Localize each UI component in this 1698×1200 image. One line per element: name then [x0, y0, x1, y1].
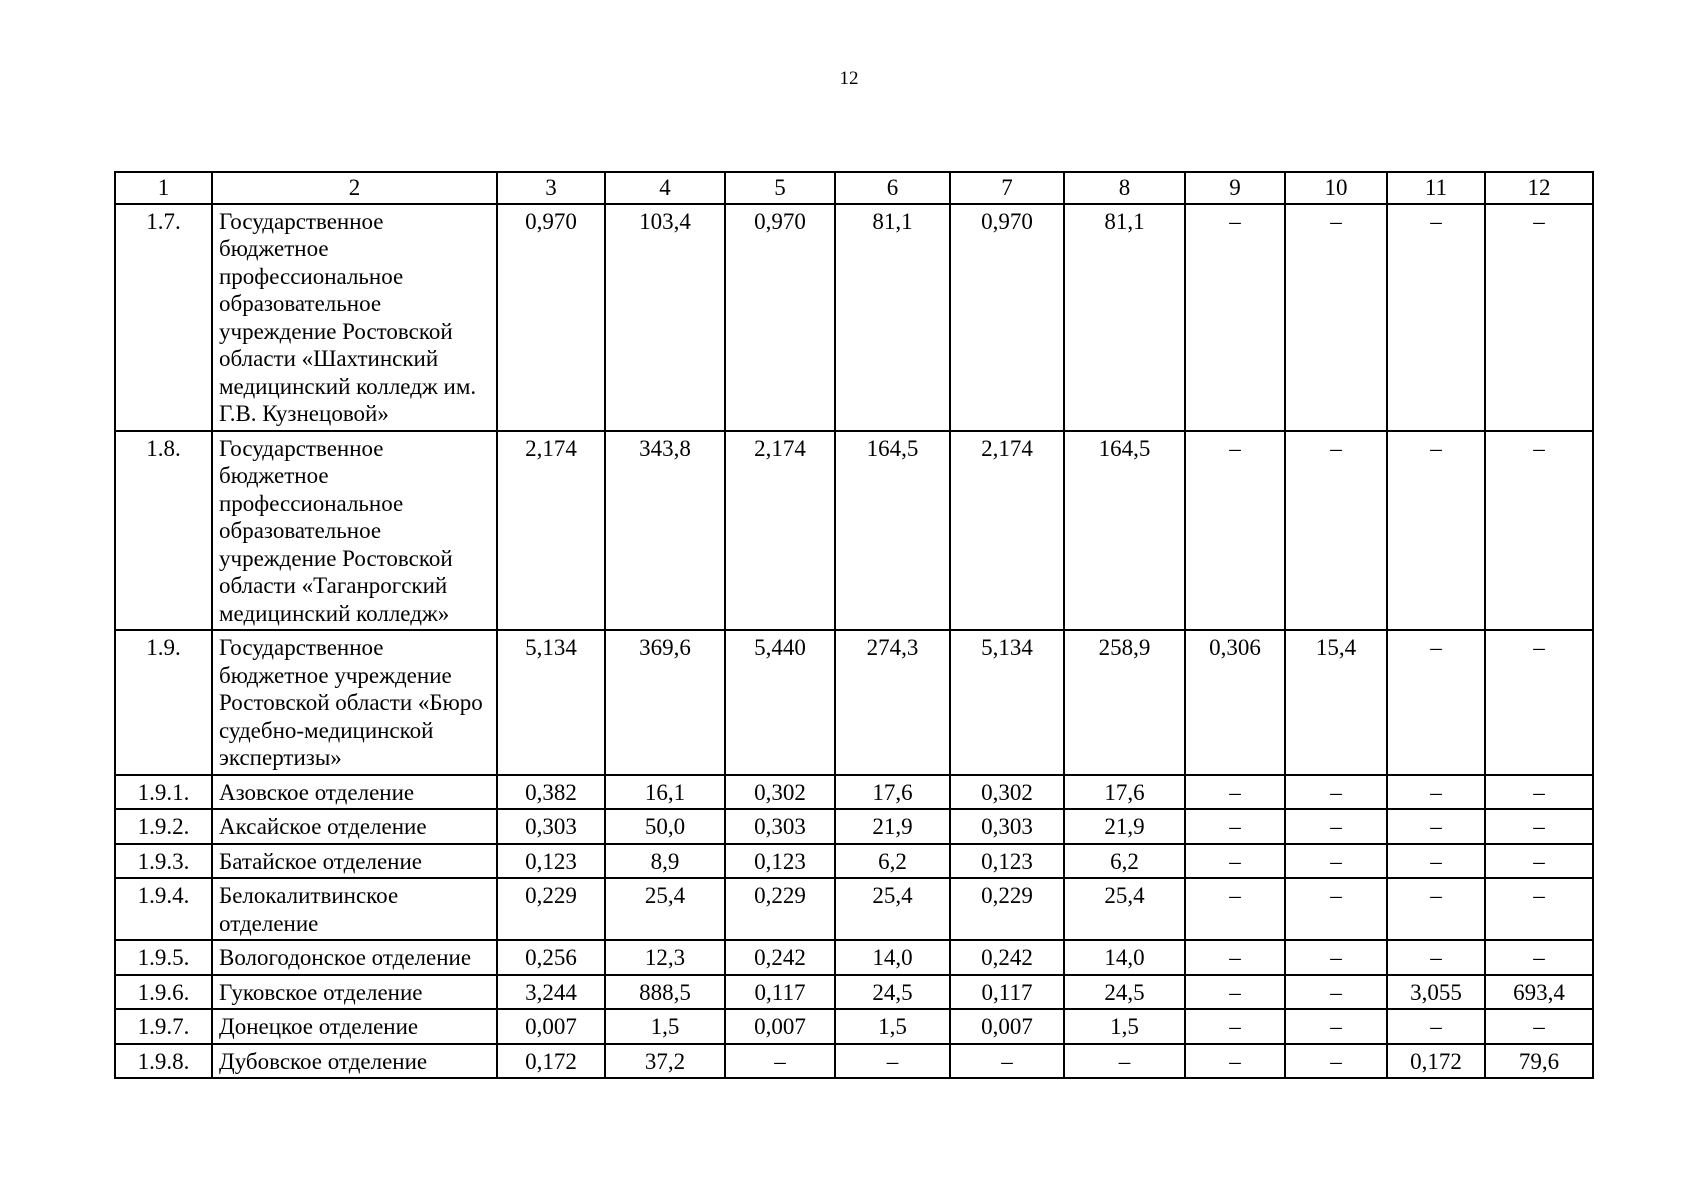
table-row: [115, 940, 1593, 975]
table-row: [115, 630, 1593, 775]
value-cell: –: [1387, 1009, 1485, 1044]
column-header: 1: [115, 172, 212, 204]
value-cell: 258,9: [1064, 630, 1185, 775]
table-row: [115, 809, 1593, 844]
value-cell: 17,6: [1064, 775, 1185, 810]
value-cell: 5,134: [497, 630, 605, 775]
value-cell: 12,3: [605, 940, 725, 975]
column-header: 6: [835, 172, 950, 204]
value-cell: 164,5: [1064, 431, 1185, 631]
value-cell: 0,229: [950, 878, 1064, 940]
value-cell: 14,0: [835, 940, 950, 975]
column-header: 9: [1185, 172, 1285, 204]
value-cell: 5,134: [950, 630, 1064, 775]
row-name-cell: Азовское отделение: [212, 775, 497, 810]
row-name-cell: Гуковское отделение: [212, 975, 497, 1010]
value-cell: 0,303: [497, 809, 605, 844]
column-header: 12: [1485, 172, 1593, 204]
value-cell: –: [1485, 878, 1593, 940]
value-cell: –: [1485, 630, 1593, 775]
value-cell: –: [1185, 1009, 1285, 1044]
value-cell: 0,970: [950, 204, 1064, 431]
value-cell: 50,0: [605, 809, 725, 844]
value-cell: 0,242: [950, 940, 1064, 975]
value-cell: 16,1: [605, 775, 725, 810]
value-cell: –: [1285, 940, 1387, 975]
row-number-cell: 1.9.3.: [115, 844, 212, 879]
value-cell: –: [1387, 775, 1485, 810]
table-row: [115, 1044, 1593, 1079]
value-cell: 0,007: [497, 1009, 605, 1044]
value-cell: –: [1387, 204, 1485, 431]
page-number: 12: [839, 68, 859, 89]
row-name-cell: Государственное бюджетное профессиональное образовательное учреждение Ростовской области «Таганрогский медицинский колледж»: [212, 431, 497, 631]
value-cell: –: [1485, 1009, 1593, 1044]
value-cell: 15,4: [1285, 630, 1387, 775]
value-cell: –: [1387, 844, 1485, 879]
value-cell: 21,9: [835, 809, 950, 844]
value-cell: –: [1285, 431, 1387, 631]
value-cell: 5,440: [725, 630, 835, 775]
row-name-cell: Государственное бюджетное профессиональное образовательное учреждение Ростовской области «Шахтинский медицинский колледж им. Г.В. Кузнецовой»: [212, 204, 497, 431]
value-cell: –: [1185, 844, 1285, 879]
table-row: [115, 431, 1593, 631]
value-cell: –: [1285, 878, 1387, 940]
value-cell: –: [1185, 940, 1285, 975]
column-header: 2: [212, 172, 497, 204]
value-cell: 0,117: [950, 975, 1064, 1010]
value-cell: –: [1485, 940, 1593, 975]
value-cell: 6,2: [1064, 844, 1185, 879]
table-row: [115, 844, 1593, 879]
value-cell: 8,9: [605, 844, 725, 879]
table-row: [115, 878, 1593, 940]
column-header: 7: [950, 172, 1064, 204]
row-number-cell: 1.9.6.: [115, 975, 212, 1010]
row-number-cell: 1.9.2.: [115, 809, 212, 844]
value-cell: –: [1387, 630, 1485, 775]
value-cell: –: [1285, 1009, 1387, 1044]
row-number-cell: 1.7.: [115, 204, 212, 431]
value-cell: –: [950, 1044, 1064, 1079]
value-cell: 274,3: [835, 630, 950, 775]
row-number-cell: 1.9.8.: [115, 1044, 212, 1079]
value-cell: 0,172: [1387, 1044, 1485, 1079]
row-number-cell: 1.9.4.: [115, 878, 212, 940]
value-cell: 0,970: [725, 204, 835, 431]
column-header: 10: [1285, 172, 1387, 204]
row-name-cell: Дубовское отделение: [212, 1044, 497, 1079]
value-cell: 693,4: [1485, 975, 1593, 1010]
value-cell: 0,123: [725, 844, 835, 879]
value-cell: 21,9: [1064, 809, 1185, 844]
table-row: [115, 775, 1593, 810]
value-cell: 79,6: [1485, 1044, 1593, 1079]
value-cell: 1,5: [835, 1009, 950, 1044]
value-cell: –: [1185, 809, 1285, 844]
row-name-cell: Аксайское отделение: [212, 809, 497, 844]
value-cell: –: [1185, 975, 1285, 1010]
table-row: [115, 975, 1593, 1010]
value-cell: 81,1: [835, 204, 950, 431]
value-cell: –: [1285, 775, 1387, 810]
value-cell: 14,0: [1064, 940, 1185, 975]
value-cell: 0,229: [725, 878, 835, 940]
value-cell: 0,007: [725, 1009, 835, 1044]
row-name-cell: Вологодонское отделение: [212, 940, 497, 975]
value-cell: 0,302: [725, 775, 835, 810]
value-cell: –: [835, 1044, 950, 1079]
row-number-cell: 1.9.7.: [115, 1009, 212, 1044]
row-name-cell: Государственное бюджетное учреждение Ростовской области «Бюро судебно-медицинской экспертизы»: [212, 630, 497, 775]
row-number-cell: 1.9.1.: [115, 775, 212, 810]
value-cell: –: [1485, 775, 1593, 810]
value-cell: 81,1: [1064, 204, 1185, 431]
value-cell: 0,172: [497, 1044, 605, 1079]
value-cell: 3,055: [1387, 975, 1485, 1010]
value-cell: –: [1485, 844, 1593, 879]
value-cell: 1,5: [605, 1009, 725, 1044]
value-cell: 369,6: [605, 630, 725, 775]
row-name-cell: Донецкое отделение: [212, 1009, 497, 1044]
value-cell: –: [725, 1044, 835, 1079]
value-cell: 0,306: [1185, 630, 1285, 775]
value-cell: 0,229: [497, 878, 605, 940]
value-cell: 1,5: [1064, 1009, 1185, 1044]
row-name-cell: Батайское отделение: [212, 844, 497, 879]
value-cell: –: [1285, 204, 1387, 431]
row-number-cell: 1.8.: [115, 431, 212, 631]
value-cell: –: [1185, 204, 1285, 431]
value-cell: 0,007: [950, 1009, 1064, 1044]
value-cell: 343,8: [605, 431, 725, 631]
column-header: 4: [605, 172, 725, 204]
value-cell: 0,302: [950, 775, 1064, 810]
value-cell: –: [1485, 431, 1593, 631]
value-cell: 17,6: [835, 775, 950, 810]
value-cell: 2,174: [497, 431, 605, 631]
value-cell: 0,242: [725, 940, 835, 975]
value-cell: –: [1185, 878, 1285, 940]
table-header-row: [115, 172, 1593, 204]
value-cell: 0,123: [950, 844, 1064, 879]
value-cell: –: [1285, 809, 1387, 844]
value-cell: –: [1285, 975, 1387, 1010]
value-cell: 2,174: [725, 431, 835, 631]
value-cell: 0,256: [497, 940, 605, 975]
table-row: [115, 1009, 1593, 1044]
value-cell: 24,5: [1064, 975, 1185, 1010]
value-cell: 103,4: [605, 204, 725, 431]
row-name-cell: Белокалитвинское отделение: [212, 878, 497, 940]
value-cell: 0,117: [725, 975, 835, 1010]
value-cell: 0,303: [725, 809, 835, 844]
table-body: [115, 172, 1593, 1078]
value-cell: –: [1387, 940, 1485, 975]
value-cell: 0,303: [950, 809, 1064, 844]
value-cell: –: [1387, 878, 1485, 940]
value-cell: –: [1285, 1044, 1387, 1079]
value-cell: 888,5: [605, 975, 725, 1010]
value-cell: –: [1485, 204, 1593, 431]
value-cell: 25,4: [1064, 878, 1185, 940]
value-cell: 164,5: [835, 431, 950, 631]
value-cell: –: [1064, 1044, 1185, 1079]
column-header: 8: [1064, 172, 1185, 204]
data-table: [114, 171, 1594, 1079]
value-cell: 0,382: [497, 775, 605, 810]
value-cell: 3,244: [497, 975, 605, 1010]
value-cell: –: [1485, 809, 1593, 844]
value-cell: 0,970: [497, 204, 605, 431]
row-number-cell: 1.9.: [115, 630, 212, 775]
value-cell: –: [1285, 844, 1387, 879]
value-cell: 6,2: [835, 844, 950, 879]
value-cell: 25,4: [835, 878, 950, 940]
value-cell: 24,5: [835, 975, 950, 1010]
column-header: 3: [497, 172, 605, 204]
row-number-cell: 1.9.5.: [115, 940, 212, 975]
value-cell: –: [1387, 809, 1485, 844]
column-header: 5: [725, 172, 835, 204]
value-cell: 2,174: [950, 431, 1064, 631]
value-cell: –: [1387, 431, 1485, 631]
value-cell: –: [1185, 775, 1285, 810]
value-cell: –: [1185, 1044, 1285, 1079]
value-cell: 25,4: [605, 878, 725, 940]
column-header: 11: [1387, 172, 1485, 204]
value-cell: –: [1185, 431, 1285, 631]
table-row: [115, 204, 1593, 431]
value-cell: 0,123: [497, 844, 605, 879]
value-cell: 37,2: [605, 1044, 725, 1079]
